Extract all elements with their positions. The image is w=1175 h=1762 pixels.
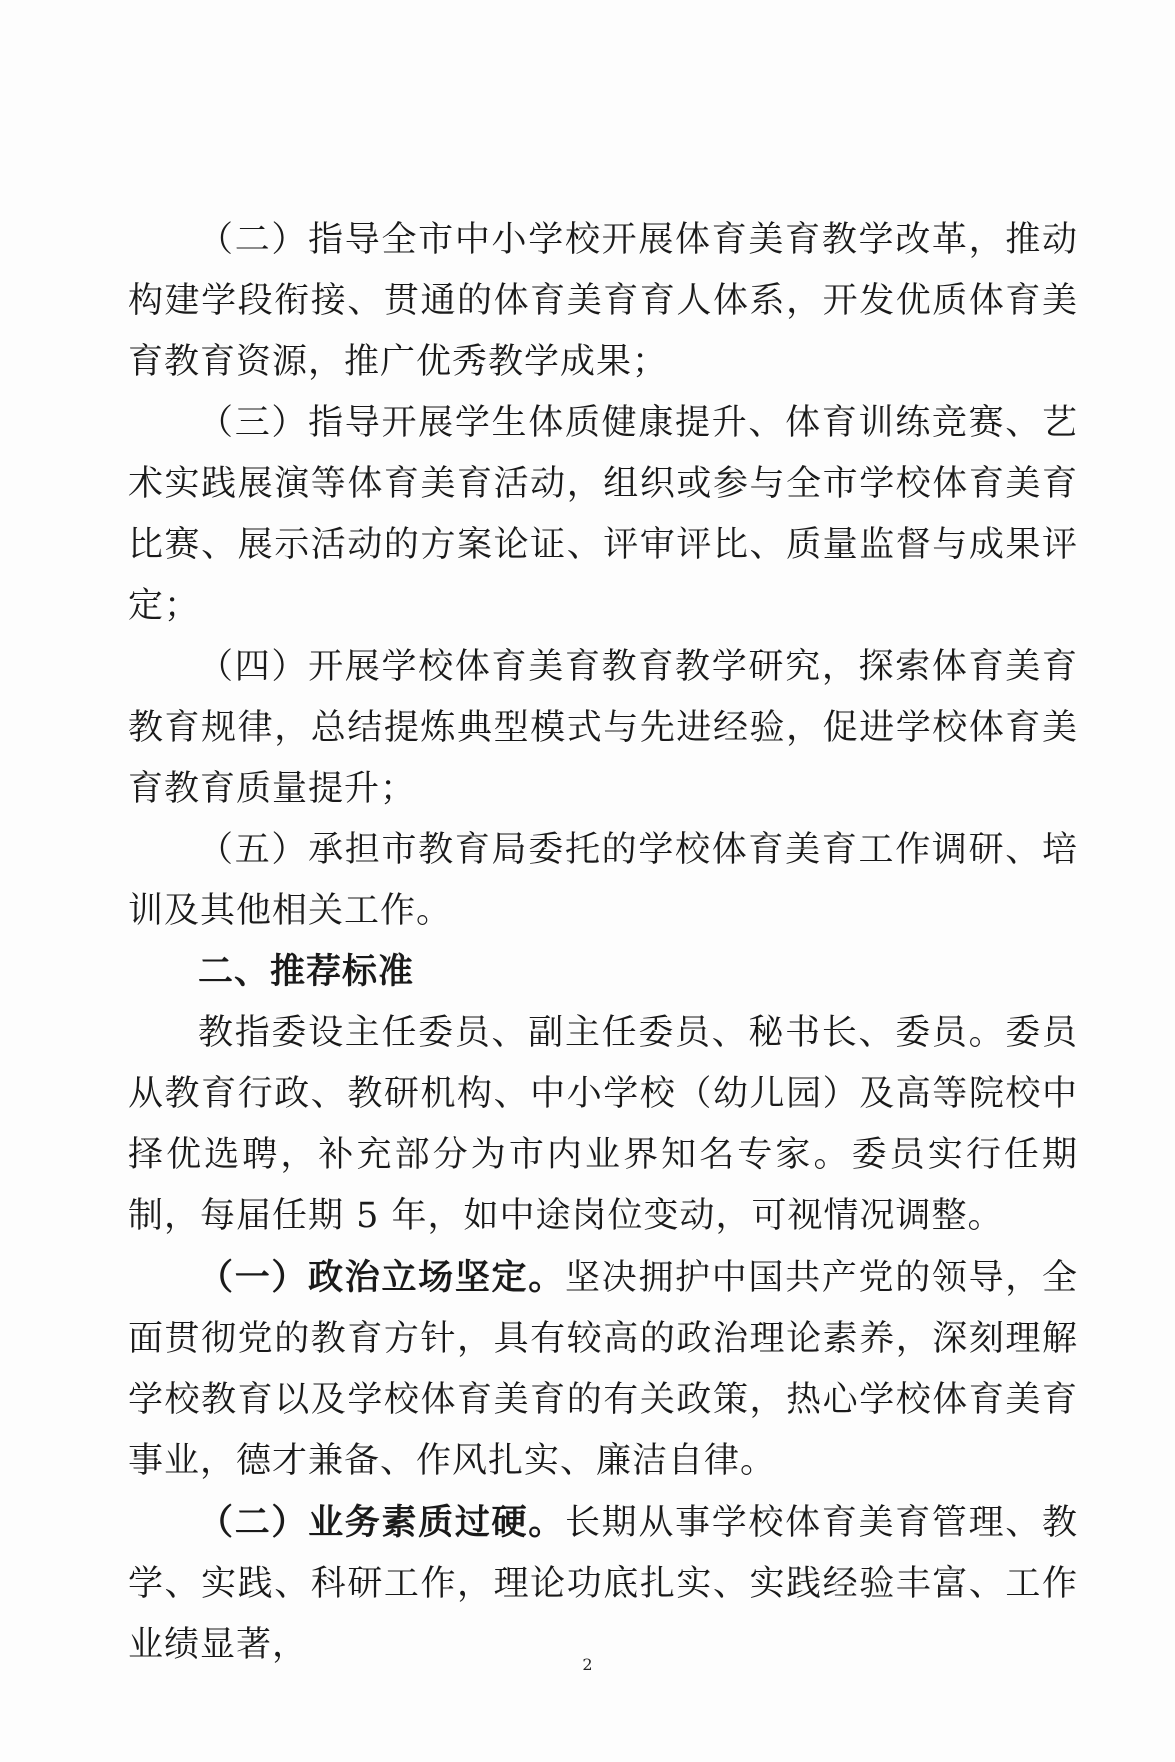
duty-paragraph-3: （三）指导开展学生体质健康提升、体育训练竞赛、艺术实践展演等体育美育活动，组织或参与全市学校体育美育比赛、展示活动的方案论证、评审评比、质量监督与成果评定； <box>128 403 1078 626</box>
document-body <box>128 210 1078 1676</box>
criterion-2-text: 长期从事学校体育美育管理、教学、实践、科研工作，理论功底扎实、实践经验丰富、工作业绩显著， <box>128 1503 1078 1665</box>
section-heading: 二、推荐标准 <box>198 952 415 992</box>
duty-paragraph-2: （二）指导全市中小学校开展体育美育教学改革，推动构建学段衔接、贯通的体育美育育人体系，开发优质体育美育教育资源，推广优秀教学成果； <box>128 220 1078 382</box>
intro-paragraph: 教指委设主任委员、副主任委员、秘书长、委员。委员从教育行政、教研机构、中小学校（幼儿园）及高等院校中择优选聘，补充部分为市内业界知名专家。委员实行任期制，每届任期 5 年，如中途岗位变动，可视情况调整。 <box>128 1013 1078 1236</box>
criterion-1-lead: （一）政治立场坚定。 <box>198 1257 565 1298</box>
duty-paragraph-4: （四）开展学校体育美育教育教学研究，探索体育美育教育规律，总结提炼典型模式与先进经验，促进学校体育美育教育质量提升； <box>128 647 1078 809</box>
criterion-2 <box>128 1492 1078 1676</box>
criterion-2-lead: （二）业务素质过硬。 <box>198 1502 565 1543</box>
criterion-1 <box>128 1247 1078 1492</box>
duty-paragraph-5: （五）承担市教育局委托的学校体育美育工作调研、培训及其他相关工作。 <box>128 830 1078 931</box>
criterion-1-text: 坚决拥护中国共产党的领导，全面贯彻党的教育方针，具有较高的政治理论素养，深刻理解学校教育以及学校体育美育的有关政策，热心学校体育美育事业，德才兼备、作风扎实、廉洁自律。 <box>128 1258 1078 1481</box>
page-number: 2 <box>582 1655 593 1674</box>
